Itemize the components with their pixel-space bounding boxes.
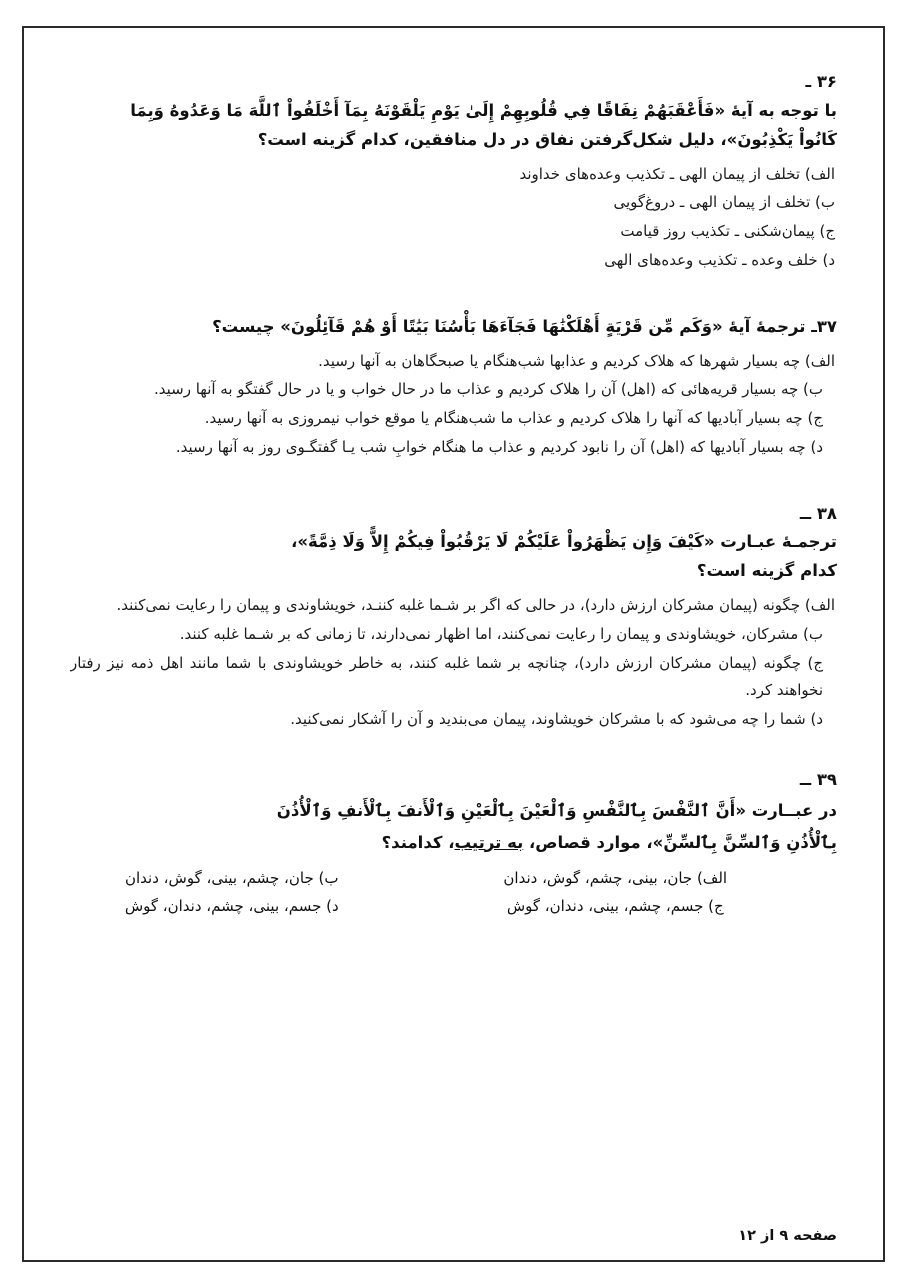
question-39-stem-pre: بِٱلْأُذُنِ وَٱلسِّنَّ بِٱلسِّنِّ»، موارد قصاص، <box>523 832 837 852</box>
question-37-options <box>70 348 837 462</box>
question-37 <box>70 313 837 462</box>
option-a[interactable]: الف) تخلف از پيمان الهى ـ تكذيب وعده‌هاى خداوند <box>519 164 835 183</box>
option-d[interactable]: د) شما را چه مى‌شود كه با مشركان خويشاوند، پيمان مى‌بنديد و آن را آشكار نمى‌كنيد. <box>290 710 823 729</box>
question-36-stem-line2: كَانُواْ يَكْذِبُونَ»، دليل شكل‌گرفتن نفاق در دل منافقين، كدام گزينه است؟ <box>257 129 837 149</box>
option-a[interactable]: الف) جان، بينى، چشم، گوش، دندان <box>503 868 728 887</box>
option-c[interactable]: ج) جسم، چشم، بينى، دندان، گوش <box>506 897 724 916</box>
question-36-number: ۳۶ ـ <box>805 72 837 91</box>
question-39-options <box>70 864 837 921</box>
option-a[interactable]: الف) چگونه (پيمان مشركان ارزش دارد)، در حالى كه اگر بر شـما غلبه كننـد، خويشاوندى و پيمان را رعايت نمى‌كنند. <box>116 596 835 615</box>
question-38 <box>70 500 837 734</box>
option-b[interactable]: ب) تخلف از پيمان الهى ـ دروغ‌گويى <box>613 193 835 212</box>
question-38-stem-line2: كدام گزينه است؟ <box>696 561 837 581</box>
option-row-1 <box>70 864 837 893</box>
option-d[interactable]: د) جسم، بينى، چشم، دندان، گوش <box>124 897 339 916</box>
question-36-stem <box>70 68 837 155</box>
section-spacer <box>70 480 837 500</box>
option-d[interactable]: د) خلف وعده ـ تكذيب وعده‌هاى الهى <box>604 250 835 269</box>
question-39-stem-line1: در عبــارت «أَنَّ ٱلنَّفْسَ بِٱلنَّفْسِ وَٱلْعَيْنَ بِٱلْعَيْنِ وَٱلْأَنفَ بِٱلْأَنفِ وَٱلْأُذُنَ <box>276 801 837 821</box>
question-39 <box>70 764 837 921</box>
option-a[interactable]: الف) چه بسيار شهرها كه هلاک كرديم و عذابها شب‌هنگام يا صبحگاهان به آنها رسيد. <box>318 351 835 370</box>
question-36-stem-line1: با توجه به آيهٔ «فَأَعْقَبَهُمْ نِفَاقًا فِي قُلُوبِهِمْ إِلَىٰ يَوْمِ يَلْقَوْنَهُ بِمَآ أَخْلَفُواْ ٱللَّهَ مَا وَعَدُوهُ وَبِمَا <box>130 100 837 120</box>
question-39-stem-post: ، كدامند؟ <box>381 832 455 852</box>
question-37-number: ۳۷ـ <box>811 316 837 336</box>
question-39-stem-line2 <box>70 827 837 858</box>
option-b[interactable]: ب) چه بسيار قريه‌هائى كه (اهل) آن را هلاک كرديم و عذاب ما در حال خواب و يا در حال گفتگو به آنها رسيد. <box>153 380 823 399</box>
section-spacer <box>70 752 837 764</box>
section-spacer <box>70 293 837 313</box>
question-36-options <box>70 161 837 275</box>
option-c[interactable]: ج) چگونه (پيمان مشركان ارزش دارد)، چنانچه بر شما غلبه كنند، به خاطر خويشاوندى با شما مانند اهل ذمه نيز رفتار نخواهند كرد. <box>70 653 823 700</box>
page-footer: صفحه ۹ از ۱۲ <box>738 1228 837 1244</box>
option-b[interactable]: ب) جان، چشم، بينى، گوش، دندان <box>124 868 339 887</box>
option-b[interactable]: ب) مشركان، خويشاوندى و پيمان را رعايت نمى‌كنند، اما اظهار نمى‌دارند، تا زمانى كه بر شـما غلبه كنند. <box>179 624 823 643</box>
question-38-stem <box>70 500 837 587</box>
option-d[interactable]: د) چه بسيار آباديها كه (اهل) آن را نابود كرديم و عذاب ما هنگام خوابِ شب يـا گفتگـوى روز به آنها رسيد. <box>175 437 823 456</box>
question-39-number: ۳۹ ــ <box>799 769 837 789</box>
question-39-stem-underline: به ترتيب <box>454 832 524 852</box>
option-c[interactable]: ج) پيمان‌شكنى ـ تكذيب روز قيامت <box>620 222 835 241</box>
page-border-frame <box>22 26 885 1262</box>
question-37-stem <box>70 313 837 342</box>
question-38-stem-line1: ترجمـهٔ عبـارت «كَيْفَ وَإِن يَظْهَرُواْ عَلَيْكُمْ لَا يَرْقُبُواْ فِيكُمْ إِلاًّ وَلَا ذِمَّةً»، <box>291 532 837 552</box>
question-36 <box>70 68 837 275</box>
question-38-options <box>70 592 837 734</box>
question-39-stem <box>70 764 837 858</box>
page-content <box>70 68 837 1218</box>
question-37-stem-line1: ترجمهٔ آيهٔ «وَكَم مِّن قَرْيَةٍ أَهْلَكْنَٰهَا فَجَآءَهَا بَأْسُنَا بَيَٰتًا أَوْ هُمْ قَآئِلُونَ» چيست؟ <box>212 316 806 336</box>
question-38-number: ۳۸ ــ <box>799 503 837 523</box>
option-row-2 <box>70 892 837 921</box>
option-c[interactable]: ج) چه بسيار آباديها كه آنها را هلاک كرديم و عذاب ما شب‌هنگام يا موقع خواب نيمروزى به آنها رسيد. <box>204 409 823 427</box>
